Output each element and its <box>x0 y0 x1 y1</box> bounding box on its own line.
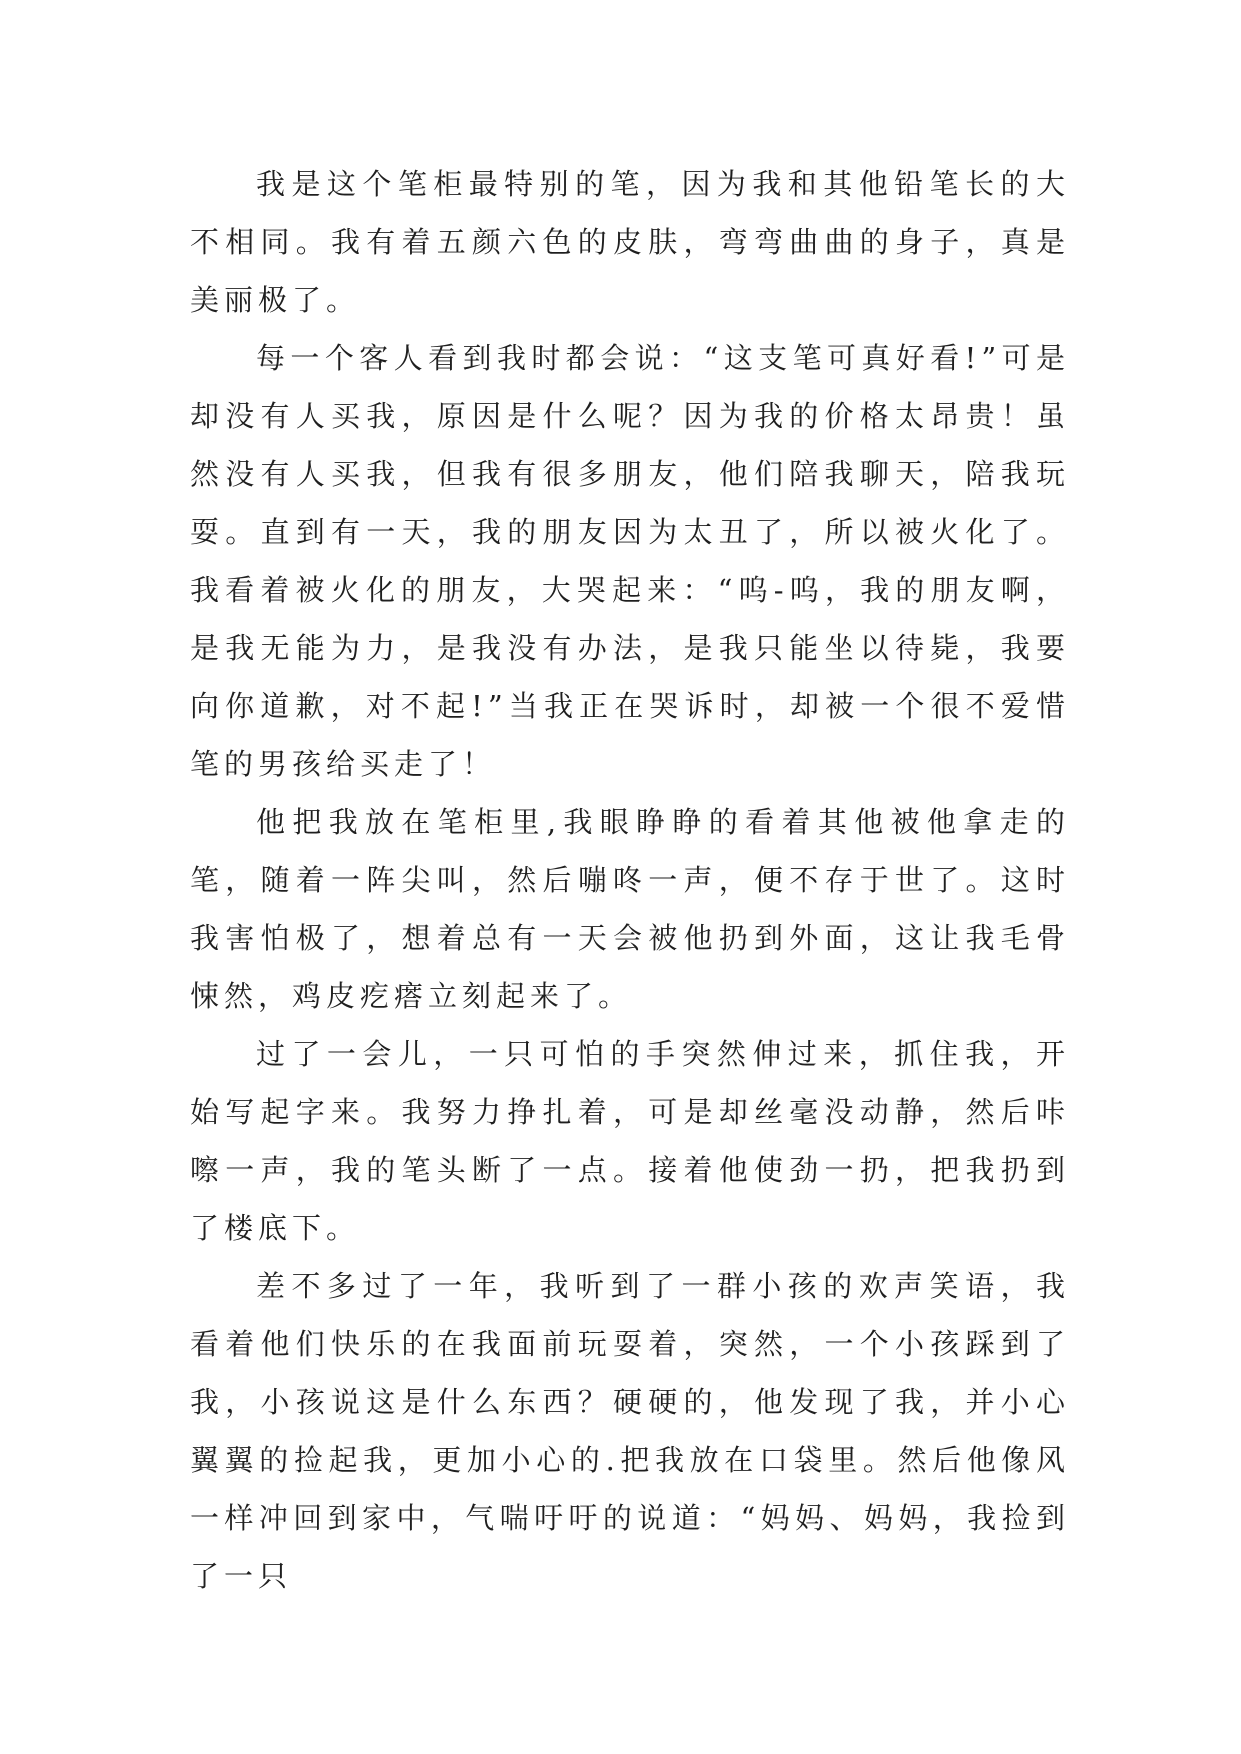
paragraph: 他把我放在笔柜里,我眼睁睁的看着其他被他拿走的笔，随着一阵尖叫，然后嘣咚一声，便不存于世了。这时我害怕极了，想着总有一天会被他扔到外面，这让我毛骨悚然，鸡皮疙瘩立刻起来了。 <box>190 805 1070 1013</box>
document-body <box>190 155 1070 1605</box>
paragraph: 过了一会儿，一只可怕的手突然伸过来，抓住我，开始写起字来。我努力挣扎着，可是却丝毫没动静，然后咔嚓一声，我的笔头断了一点。接着他使劲一扔，把我扔到了楼底下。 <box>190 1037 1070 1245</box>
paragraph: 每一个客人看到我时都会说：“这支笔可真好看!”可是却没有人买我，原因是什么呢？因为我的价格太昂贵！虽然没有人买我，但我有很多朋友，他们陪我聊天，陪我玩耍。直到有一天，我的朋友因为太丑了，所以被火化了。我看着被火化的朋友，大哭起来：“呜-呜，我的朋友啊，是我无能为力，是我没有办法，是我只能坐以待毙，我要向你道歉，对不起!”当我正在哭诉时，却被一个很不爱惜笔的男孩给买走了！ <box>190 341 1070 781</box>
paragraph: 我是这个笔柜最特别的笔，因为我和其他铅笔长的大不相同。我有着五颜六色的皮肤，弯弯曲曲的身子，真是美丽极了。 <box>190 167 1070 317</box>
paragraph: 差不多过了一年，我听到了一群小孩的欢声笑语，我看着他们快乐的在我面前玩耍着，突然，一个小孩踩到了我，小孩说这是什么东西？硬硬的，他发现了我，并小心翼翼的捡起我，更加小心的.把我放在口袋里。然后他像风一样冲回到家中，气喘吁吁的说道：“妈妈、妈妈，我捡到了一只 <box>190 1269 1070 1593</box>
